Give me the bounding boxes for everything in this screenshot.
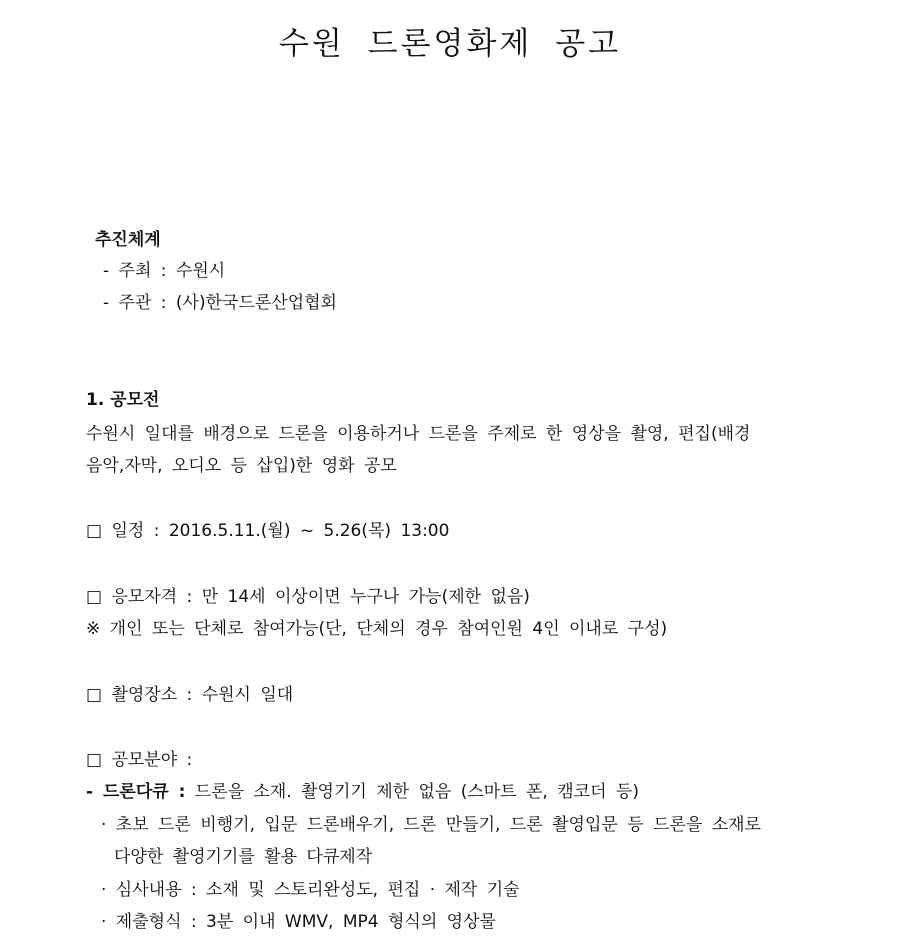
- docu-prefix: - 드론다큐 :: [86, 782, 186, 802]
- organizer-line: - 주관 : (사)한국드론산업협회: [103, 293, 337, 313]
- schedule-line: □ 일정 : 2016.5.11.(월) ~ 5.26(목) 13:00: [86, 521, 450, 541]
- eligibility-note: ※ 개인 또는 단체로 참여가능(단, 단체의 경우 참여인원 4인 이내로 구성): [86, 619, 668, 639]
- docu-desc: 드론을 소재. 촬영기기 제한 없음 (스마트 폰, 캠코더 등): [194, 782, 639, 802]
- eligibility-line: □ 응모자격 : 만 14세 이상이면 누구나 가능(제한 없음): [86, 587, 530, 607]
- docu-item1-line2: 다양한 촬영기기를 활용 다큐제작: [114, 847, 373, 867]
- section1-desc-line2: 음악,자막, 오디오 등 삽입)한 영화 공모: [86, 456, 397, 476]
- docu-item3: · 제출형식 : 3분 이내 WMV, MP4 형식의 영상물: [101, 912, 496, 932]
- organization-heading: 추진체계: [95, 230, 161, 250]
- location-line: □ 촬영장소 : 수원시 일대: [86, 685, 294, 705]
- docu-item2: · 심사내용 : 소재 및 스토리완성도, 편집 · 제작 기술: [101, 880, 520, 900]
- section1-desc-line1: 수원시 일대를 배경으로 드론을 이용하거나 드론을 주제로 한 영상을 촬영, 편집(배경: [86, 424, 751, 444]
- section1-heading: 1. 공모전: [86, 390, 160, 410]
- docu-item1-line1: · 초보 드론 비행기, 입문 드론배우기, 드론 만들기, 드론 촬영입문 등 드론을 소재로: [101, 815, 761, 835]
- categories-heading: □ 공모분야 :: [86, 750, 193, 770]
- host-line: - 주최 : 수원시: [103, 261, 226, 281]
- docu-line: [86, 781, 639, 803]
- page-title: 수원 드론영화제 공고: [278, 26, 622, 62]
